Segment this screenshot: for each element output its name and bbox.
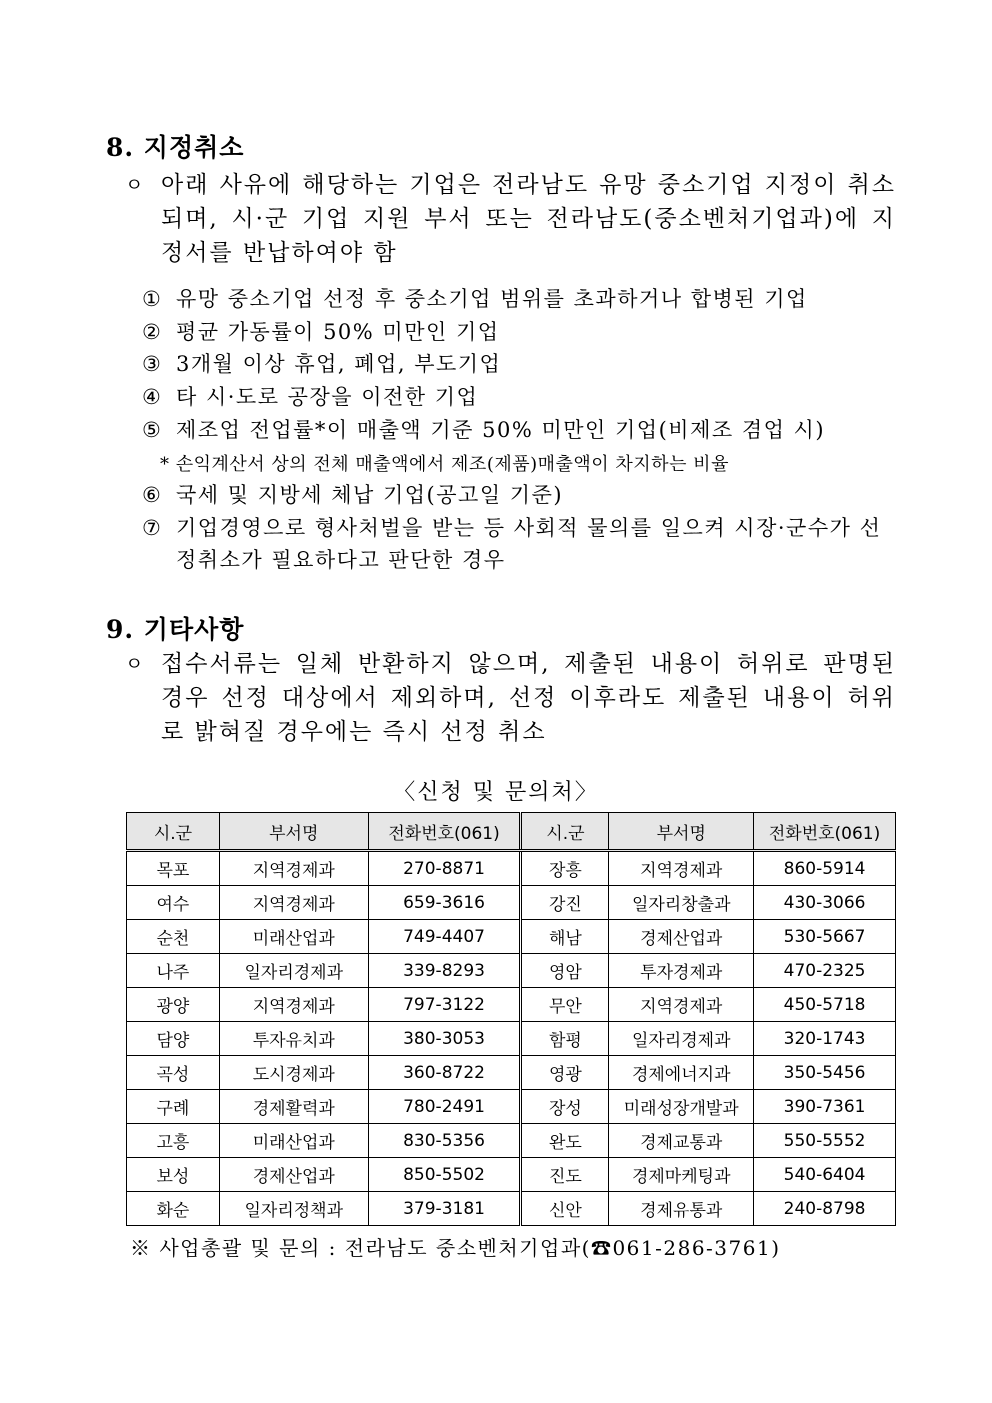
phone-cell: 240-8798 bbox=[754, 1192, 896, 1226]
footnote: * 손익계산서 상의 전체 매출액에서 제조(제품)매출액이 차지하는 비율 bbox=[160, 454, 729, 475]
table-header-row bbox=[127, 813, 896, 851]
department-cell: 지역경제과 bbox=[219, 886, 368, 920]
item-text: 타 시·도로 공장을 이전한 기업 bbox=[176, 385, 479, 409]
department-cell: 미래산업과 bbox=[219, 920, 368, 954]
item-text: 평균 가동률이 50% 미만인 기업 bbox=[176, 320, 500, 344]
department-cell: 경제마케팅과 bbox=[609, 1158, 754, 1192]
table-row bbox=[127, 1192, 896, 1226]
table-row bbox=[127, 1124, 896, 1158]
department-cell: 일자리정책과 bbox=[219, 1192, 368, 1226]
city-cell: 완도 bbox=[521, 1124, 609, 1158]
header-cell: 시.군 bbox=[521, 813, 609, 851]
city-cell: 강진 bbox=[521, 886, 609, 920]
header-cell: 전화번호(061) bbox=[754, 813, 896, 851]
bullet-circle: ㅇ bbox=[125, 653, 144, 675]
department-cell: 일자리경제과 bbox=[219, 954, 368, 988]
table-row bbox=[127, 988, 896, 1022]
table-row bbox=[127, 1056, 896, 1090]
item-number: ③ bbox=[142, 352, 163, 376]
phone-cell: 350-5456 bbox=[754, 1056, 896, 1090]
phone-cell: 470-2325 bbox=[754, 954, 896, 988]
city-cell: 광양 bbox=[127, 988, 220, 1022]
city-cell: 고흥 bbox=[127, 1124, 220, 1158]
item-number: ① bbox=[142, 287, 163, 311]
city-cell: 화순 bbox=[127, 1192, 220, 1226]
header-cell: 전화번호(061) bbox=[368, 813, 521, 851]
phone-cell: 550-5552 bbox=[754, 1124, 896, 1158]
table-row bbox=[127, 1022, 896, 1056]
phone-cell: 430-3066 bbox=[754, 886, 896, 920]
department-cell: 일자리창출과 bbox=[609, 886, 754, 920]
department-cell: 지역경제과 bbox=[219, 851, 368, 886]
city-cell: 장성 bbox=[521, 1090, 609, 1124]
table-row bbox=[127, 886, 896, 920]
phone-cell: 659-3616 bbox=[368, 886, 521, 920]
department-cell: 미래산업과 bbox=[219, 1124, 368, 1158]
city-cell: 여수 bbox=[127, 886, 220, 920]
city-cell: 신안 bbox=[521, 1192, 609, 1226]
table-row bbox=[127, 920, 896, 954]
city-cell: 보성 bbox=[127, 1158, 220, 1192]
phone-cell: 270-8871 bbox=[368, 851, 521, 886]
phone-cell: 450-5718 bbox=[754, 988, 896, 1022]
department-cell: 경제교통과 bbox=[609, 1124, 754, 1158]
item-text: 3개월 이상 휴업, 폐업, 부도기업 bbox=[176, 352, 502, 376]
phone-cell: 360-8722 bbox=[368, 1056, 521, 1090]
city-cell: 구례 bbox=[127, 1090, 220, 1124]
section-9-body bbox=[125, 647, 905, 749]
contacts-table-body bbox=[127, 851, 896, 1226]
item-text: 국세 및 지방세 체납 기업(공고일 기준) bbox=[176, 483, 564, 507]
section-9-text: 접수서류는 일체 반환하지 않으며, 제출된 내용이 허위로 판명된 경우 선정 대상에서 제외하며, 선정 이후라도 제출된 내용이 허위로 밝혀질 경우에는 즉시 선정 취소 bbox=[161, 651, 896, 745]
header-cell: 부서명 bbox=[609, 813, 754, 851]
phone-cell: 390-7361 bbox=[754, 1090, 896, 1124]
department-cell: 경제유통과 bbox=[609, 1192, 754, 1226]
item-number: ⑤ bbox=[142, 418, 163, 442]
header-cell: 부서명 bbox=[219, 813, 368, 851]
city-cell: 영암 bbox=[521, 954, 609, 988]
city-cell: 순천 bbox=[127, 920, 220, 954]
table-row bbox=[127, 1158, 896, 1192]
department-cell: 경제활력과 bbox=[219, 1090, 368, 1124]
section-8-intro-text: 아래 사유에 해당하는 기업은 전라남도 유망 중소기업 지정이 취소되며, 시·군 기업 지원 부서 또는 전라남도(중소벤처기업과)에 지정서를 반납하여야 함 bbox=[161, 172, 896, 266]
city-cell: 목포 bbox=[127, 851, 220, 886]
city-cell: 곡성 bbox=[127, 1056, 220, 1090]
department-cell: 경제에너지과 bbox=[609, 1056, 754, 1090]
department-cell: 지역경제과 bbox=[609, 851, 754, 886]
city-cell: 영광 bbox=[521, 1056, 609, 1090]
department-cell: 투자경제과 bbox=[609, 954, 754, 988]
city-cell: 무안 bbox=[521, 988, 609, 1022]
section-8-title: 8. 지정취소 bbox=[106, 133, 245, 162]
city-cell: 장흥 bbox=[521, 851, 609, 886]
phone-cell: 540-6404 bbox=[754, 1158, 896, 1192]
city-cell: 해남 bbox=[521, 920, 609, 954]
department-cell: 지역경제과 bbox=[219, 988, 368, 1022]
city-cell: 진도 bbox=[521, 1158, 609, 1192]
item-number: ⑦ bbox=[142, 516, 163, 540]
contacts-table bbox=[126, 812, 896, 1226]
phone-cell: 850-5502 bbox=[368, 1158, 521, 1192]
item-text: 기업경영으로 형사처벌을 받는 등 사회적 물의를 일으켜 시장·군수가 선정취소가 필요하다고 판단한 경우 bbox=[176, 516, 882, 572]
department-cell: 일자리경제과 bbox=[609, 1022, 754, 1056]
phone-cell: 860-5914 bbox=[754, 851, 896, 886]
item-text: 제조업 전업률*이 매출액 기준 50% 미만인 기업(비제조 겸업 시) bbox=[176, 418, 826, 442]
phone-cell: 797-3122 bbox=[368, 988, 521, 1022]
department-cell: 경제산업과 bbox=[219, 1158, 368, 1192]
phone-cell: 530-5667 bbox=[754, 920, 896, 954]
item-number: ⑥ bbox=[142, 483, 163, 507]
footer-contact: ※ 사업총괄 및 문의 : 전라남도 중소벤처기업과(☎061-286-3761) bbox=[130, 1236, 781, 1260]
phone-cell: 380-3053 bbox=[368, 1022, 521, 1056]
section-8-intro bbox=[125, 168, 905, 270]
phone-cell: 830-5356 bbox=[368, 1124, 521, 1158]
city-cell: 나주 bbox=[127, 954, 220, 988]
department-cell: 투자유치과 bbox=[219, 1022, 368, 1056]
phone-cell: 749-4407 bbox=[368, 920, 521, 954]
phone-cell: 320-1743 bbox=[754, 1022, 896, 1056]
department-cell: 경제산업과 bbox=[609, 920, 754, 954]
section-9-title: 9. 기타사항 bbox=[106, 615, 245, 644]
header-cell: 시.군 bbox=[127, 813, 220, 851]
table-row bbox=[127, 851, 896, 886]
phone-cell: 379-3181 bbox=[368, 1192, 521, 1226]
bullet-circle: ㅇ bbox=[125, 174, 144, 196]
item-number: ④ bbox=[142, 385, 163, 409]
table-row bbox=[127, 1090, 896, 1124]
phone-cell: 780-2491 bbox=[368, 1090, 521, 1124]
item-number: ② bbox=[142, 320, 163, 344]
department-cell: 도시경제과 bbox=[219, 1056, 368, 1090]
item-text: 유망 중소기업 선정 후 중소기업 범위를 초과하거나 합병된 기업 bbox=[176, 287, 808, 311]
phone-cell: 339-8293 bbox=[368, 954, 521, 988]
department-cell: 미래성장개발과 bbox=[609, 1090, 754, 1124]
city-cell: 함평 bbox=[521, 1022, 609, 1056]
department-cell: 지역경제과 bbox=[609, 988, 754, 1022]
contacts-caption: 〈신청 및 문의처〉 bbox=[393, 780, 599, 805]
table-row bbox=[127, 954, 896, 988]
city-cell: 담양 bbox=[127, 1022, 220, 1056]
